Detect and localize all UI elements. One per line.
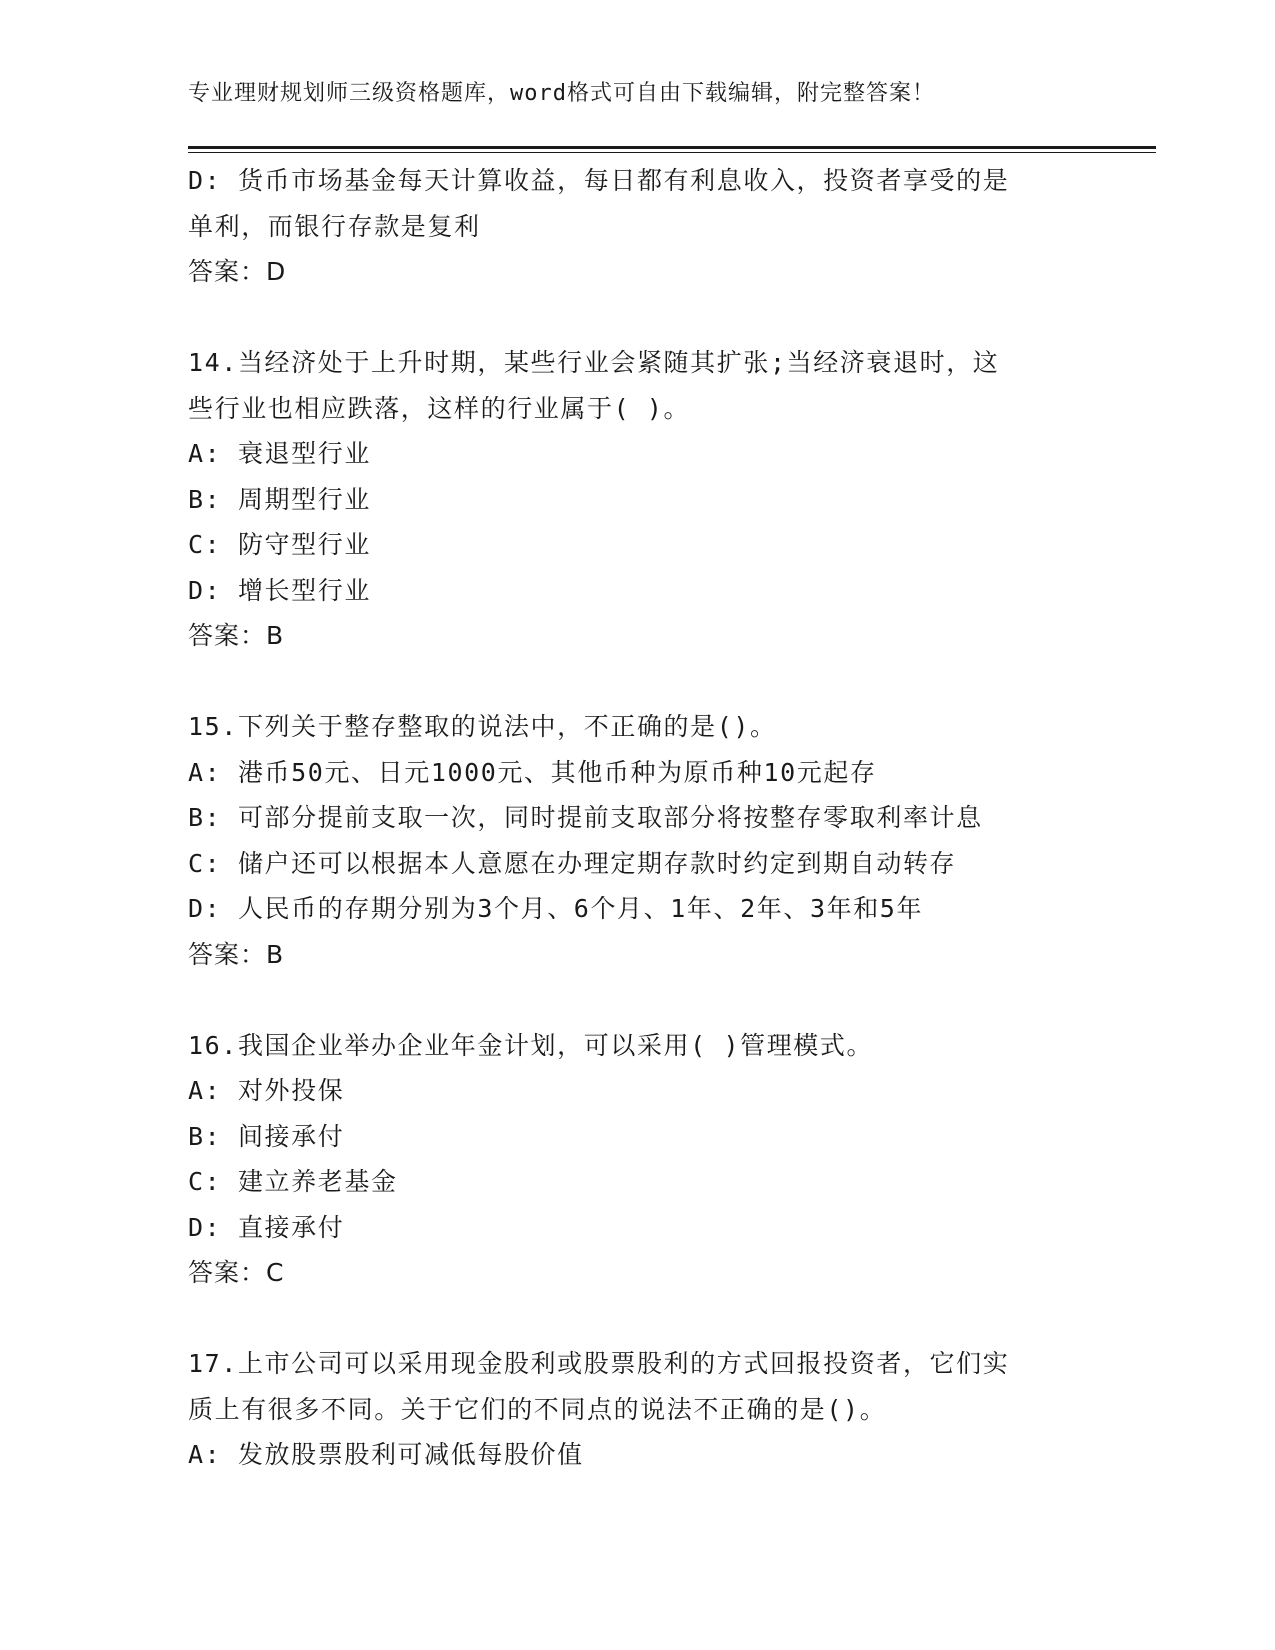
question-15-stem-line-1: 15.下列关于整存整取的说法中，不正确的是()。 xyxy=(188,712,777,741)
spacer xyxy=(188,1296,1088,1342)
question-14-answer: 答案：B xyxy=(188,621,285,650)
question-15 xyxy=(188,704,1088,977)
question-16-option-d: D: 直接承付 xyxy=(188,1212,345,1242)
question-15-option-d: D: 人民币的存期分别为3个月、6个月、1年、2年、3年和5年 xyxy=(188,894,924,923)
question-14-stem-line-2: 些行业也相应跌落，这样的行业属于( )。 xyxy=(188,393,691,423)
question-13-tail xyxy=(188,158,1088,295)
document-body xyxy=(188,158,1088,1478)
question-13-option-d-line-1: D: 货币市场基金每天计算收益，每日都有利息收入，投资者享受的是 xyxy=(188,166,1010,195)
question-14 xyxy=(188,340,1088,659)
spacer xyxy=(188,977,1088,1023)
question-16-answer: 答案：C xyxy=(188,1258,285,1287)
question-16-option-c: C: 建立养老基金 xyxy=(188,1167,398,1196)
question-16-stem-line-1: 16.我国企业举办企业年金计划，可以采用( )管理模式。 xyxy=(188,1030,874,1060)
question-14-option-a: A: 衰退型行业 xyxy=(188,439,371,468)
question-17-stem-line-2: 质上有很多不同。关于它们的不同点的说法不正确的是()。 xyxy=(188,1394,887,1424)
spacer xyxy=(188,659,1088,705)
question-17-option-a: A: 发放股票股利可减低每股价值 xyxy=(188,1440,584,1469)
question-15-answer: 答案：B xyxy=(188,939,285,969)
question-14-option-b: B: 周期型行业 xyxy=(188,484,371,514)
question-16-option-a: A: 对外投保 xyxy=(188,1076,345,1105)
question-16-option-b: B: 间接承付 xyxy=(188,1121,345,1151)
header-rule-thick xyxy=(188,146,1156,149)
question-14-stem-line-1: 14.当经济处于上升时期，某些行业会紧随其扩张;当经济衰退时，这 xyxy=(188,348,1000,377)
question-16 xyxy=(188,1023,1088,1296)
question-17-stem-line-1: 17.上市公司可以采用现金股利或股票股利的方式回报投资者，它们实 xyxy=(188,1349,1010,1378)
question-14-option-c: C: 防守型行业 xyxy=(188,530,371,559)
spacer xyxy=(188,295,1088,341)
header-rule-thin xyxy=(188,152,1156,153)
question-15-option-a: A: 港币50元、日元1000元、其他币种为原币种10元起存 xyxy=(188,757,877,787)
question-13-answer: 答案：D xyxy=(188,257,287,286)
question-15-option-b: B: 可部分提前支取一次，同时提前支取部分将按整存零取利率计息 xyxy=(188,803,983,832)
question-13-option-d-line-2: 单利，而银行存款是复利 xyxy=(188,211,481,241)
question-15-option-c: C: 储户还可以根据本人意愿在办理定期存款时约定到期自动转存 xyxy=(188,848,957,878)
page-header-title: 专业理财规划师三级资格题库，word格式可自由下载编辑，附完整答案！ xyxy=(188,81,935,106)
question-17 xyxy=(188,1341,1088,1478)
question-14-option-d: D: 增长型行业 xyxy=(188,575,371,605)
